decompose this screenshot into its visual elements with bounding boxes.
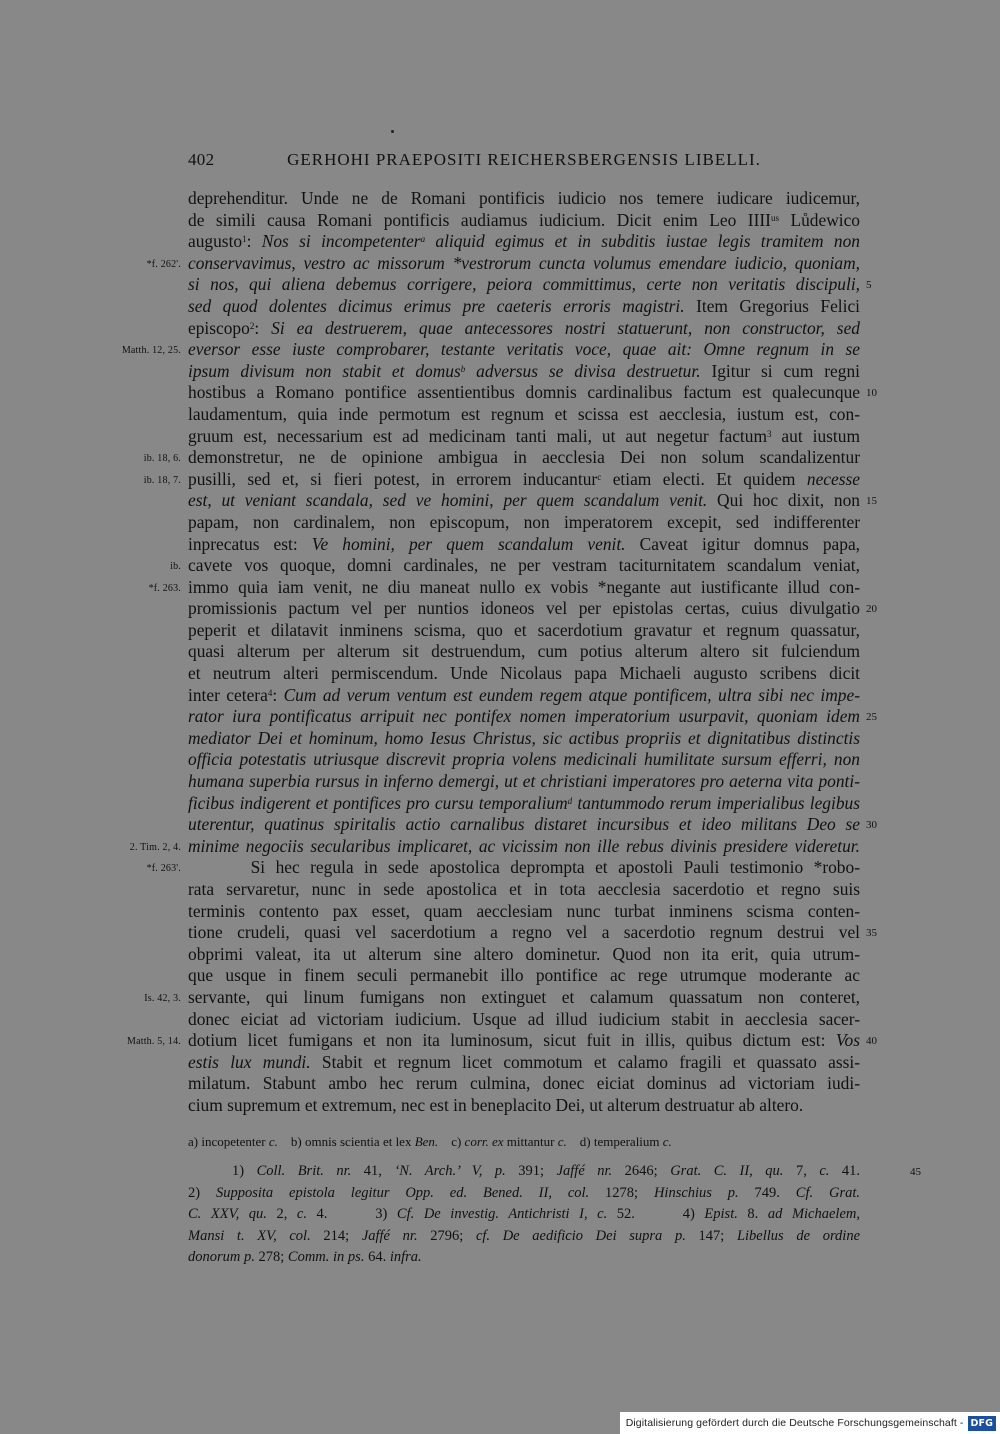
margin-reference: *f. 263'. [146, 863, 181, 875]
body-line [188, 901, 860, 923]
body-line-text: inter cetera$^4$: Cum ad verum ventum est eundem regem atque pontificem, ultra sibi nec impe- [188, 684, 860, 705]
body-line-text: peperit et dilatavit inminens scisma, quo et sacerdotium gravatur et regnum quassatur, [188, 619, 860, 640]
body-line-text: obprimi valeat, ita ut alterum sine altero dominetur. Quod non ita erit, quia utrum- [188, 943, 860, 964]
body-line-text: ficibus indigerent et pontifices pro cursu temporalium$^d$ tantummodo rerum imperialibus legibus [188, 792, 860, 813]
line-number: 10 [866, 387, 877, 400]
body-line [188, 663, 860, 685]
main-text [121, 188, 877, 1117]
body-line [146, 252, 860, 275]
margin-reference: *f. 263. [148, 582, 181, 594]
body-line [188, 749, 860, 771]
body-line-text: laudamentum, quia inde permotum est regnum et scissa est aecclesia, iustum est, con- [188, 403, 860, 424]
body-line [188, 1073, 860, 1095]
margin-reference: ib. 18, 7. [143, 474, 181, 486]
margin-reference: ib. 18, 6. [143, 453, 181, 465]
footnote-line [188, 1161, 921, 1183]
footnote-line-text: donorum p. 278; Comm. in ps. 64. infra. [188, 1249, 422, 1266]
footnote-line-text: 1) Coll. Brit. nr. 41, ‘N. Arch.’ V, p. 391; Jaffé nr. 2646; Grat. C. II, qu. 7, c. 41. [232, 1163, 861, 1179]
body-line [188, 1095, 860, 1117]
footnote-line [188, 1204, 860, 1226]
body-line [121, 339, 860, 361]
page-number: 402 [188, 150, 215, 169]
body-line-text: episcopo$^2$: Si ea destruerem, quae antecessores nostri statuerunt, non constructor, sed [188, 317, 860, 338]
body-line-text: officia potestatis utriusque discrevit propria volens medicinali humilitate sursum efferri, non [188, 749, 860, 770]
body-line-text: uterentur, quatinus spiritalis actio carnalibus distaret incursibus et ideo militans Deo se [188, 814, 860, 835]
body-line-text: promissionis pactum vel per nuntios idoneos vel per epistolas certas, cuius divulgatio [188, 598, 860, 619]
line-number: 5 [866, 279, 872, 292]
body-line-text: minime negociis secularibus implicaret, ac vicissim non ille rebus divinis presidere videretur. [188, 835, 860, 856]
margin-reference: Is. 42, 3. [144, 992, 181, 1004]
body-line-text: que usque in finem seculi permanebit illo pontifice ac rege utrumque moderante ac [188, 965, 860, 986]
body-line [188, 512, 860, 534]
body-line [188, 620, 860, 642]
body-line-text: milatum. Stabunt ambo hec rerum culmina, donec eiciat dominus ad victoriam iudi- [188, 1073, 860, 1094]
line-number: 45 [910, 1166, 921, 1178]
body-line-text: donec eiciat ad victoriam iudicium. Usque ad illud iudicium stabit in aecclesia sacer- [188, 1008, 860, 1029]
body-line [188, 1009, 860, 1031]
credit-text: Digitalisierung gefördert durch die Deutsche Forschungsgemeinschaft - [625, 1417, 964, 1429]
page-speck [391, 130, 394, 133]
body-line [188, 426, 860, 448]
body-line [188, 641, 860, 663]
body-line-text: ipsum divisum non stabit et domus$^b$ adversus se divisa destruetur. Igitur si cum regni [188, 360, 860, 381]
body-line-text: tione crudeli, quasi vel sacerdotium a regno vel a sacerdotio regnum destrui vel [188, 922, 860, 943]
body-line-text: sed quod dolentes dicimus erimus pre caeteris erroris magistri. Item Gregorius Felici [188, 295, 860, 316]
body-line [188, 361, 860, 383]
body-line-text: deprehenditur. Unde ne de Romani pontificis iudicio nos temere iudicare iudicemur, [188, 188, 860, 208]
body-line [188, 922, 877, 944]
body-line [144, 986, 860, 1009]
body-line [188, 1052, 860, 1074]
body-line [170, 555, 860, 577]
footnote-line [188, 1226, 860, 1248]
body-line [188, 771, 860, 793]
line-number: 25 [866, 711, 877, 724]
body-line [127, 1030, 877, 1052]
line-number: 20 [866, 603, 877, 616]
body-line [188, 490, 877, 512]
body-line [188, 274, 872, 296]
body-line [188, 814, 877, 836]
body-line-text: terminis contento pax esset, quam aecclesiam nunc turbat inminens scisma conten- [188, 900, 860, 921]
body-line [188, 188, 860, 210]
dfg-logo-icon: DFG [968, 1416, 996, 1431]
body-line [188, 685, 860, 707]
body-line [188, 382, 877, 404]
footnote-line-text: C. XXV, qu. 2, c. 4. 3) Cf. De investig. Antichristi I, c. 52. 4) Epist. 8. ad Michaelem, [188, 1206, 860, 1223]
body-line-text: si nos, qui aliena debemus corrigere, peiora committimus, certe non veritatis discipuli, [188, 274, 860, 295]
line-number: 30 [866, 819, 877, 832]
footnotes-sources [188, 1161, 921, 1269]
body-line [129, 835, 860, 858]
body-line-text: servante, qui linum fumigans non extinguet et calamum quassatum non conteret, [188, 986, 860, 1007]
body-line-text: dotium licet fumigans et non ita luminosum, sicut fuit in illis, quibus dictum est: Vos [188, 1030, 860, 1051]
margin-reference: Matth. 5, 14. [127, 1036, 181, 1048]
body-line [188, 965, 860, 987]
margin-reference: Matth. 12, 25. [121, 345, 181, 357]
body-line [188, 534, 860, 556]
body-line-text: pusilli, sed et, si fieri potest, in errorem inducantur$^c$ etiam electi. Et quidem necesse [188, 468, 860, 489]
digitization-credit [620, 1412, 1000, 1434]
body-line [188, 879, 860, 901]
body-line-text: rator iura pontificatus arripuit nec pontifex nomen imperatorium usurpavit, quoniam idem [188, 706, 860, 727]
body-line [188, 210, 860, 232]
body-line [188, 706, 877, 728]
body-line-text: inprecatus est: Ve homini, per quem scandalum venit. Caveat igitur domnus papa, [188, 533, 861, 554]
footnote-line-text: Mansi t. XV, col. 214; Jaffé nr. 2796; cf. De aedificio Dei supra p. 147; Libellus de ordine [188, 1227, 861, 1244]
body-line [143, 468, 860, 491]
body-line-text: immo quia iam venit, ne diu maneat nullo ex vobis *negante aut iustificante illud con- [188, 576, 860, 597]
page-header [188, 150, 860, 174]
body-line-text: cium supremum et extremum, nec est in beneplacito Dei, ut alterum destruatur ab altero. [188, 1094, 804, 1115]
body-line [188, 728, 860, 750]
body-line [188, 404, 860, 426]
footnote-line [188, 1247, 860, 1269]
body-line-text: est, ut veniant scandala, sed ve homini, per quem scandalum venit. Qui hoc dixit, non [188, 490, 861, 511]
margin-reference: ib. [170, 561, 181, 573]
body-line-text: Si hec regula in sede apostolica deprompta et apostoli Pauli testimonio *robo- [188, 857, 860, 878]
body-line-text: rata servaretur, nunc in sede apostolica et in tota aecclesia sacerdotio et regno suis [188, 879, 860, 899]
body-line-text: hostibus a Romano pontifice assentientibus domnis cardinalibus factum est qualecunque [188, 382, 860, 403]
body-line [188, 598, 877, 620]
footnote-line [188, 1183, 860, 1205]
body-line-text: humana superbia rursus in inferno demergi, ut et christiani imperatores pro aeterna vita ponti- [188, 771, 860, 792]
line-number: 15 [866, 495, 877, 508]
body-line-text: estis lux mundi. Stabit et regnum licet commotum et calamo fragili et quassato assi- [188, 1051, 860, 1072]
margin-reference: *f. 262'. [146, 258, 181, 270]
margin-reference: 2. Tim. 2, 4. [129, 841, 181, 853]
body-line-text: papam, non cardinalem, non episcopum, non imperatorem excepit, sed indifferenter [188, 511, 860, 532]
body-line-text: gruum est, necessarium est ad medicinam tanti mali, ut aut negetur factum$^3$ aut iustum [188, 425, 860, 446]
body-line-text: eversor esse iuste comprobarer, testante veritatis voce, quae ait: Omne regnum in se [188, 339, 860, 360]
body-line [188, 944, 860, 966]
body-line [143, 447, 860, 469]
body-line [148, 576, 860, 599]
line-number: 35 [866, 927, 877, 940]
body-line [146, 857, 860, 879]
line-number: 40 [866, 1035, 877, 1048]
body-line [188, 318, 860, 340]
body-line-text: et neutrum alteri permiscendum. Unde Nicolaus papa Michaeli augusto scribens dicit [188, 663, 860, 684]
body-line [188, 296, 860, 318]
body-line-text: demonstretur, ne de opinione ambigua in aecclesia Dei non solum scandalizentur [188, 447, 860, 468]
body-line [188, 793, 860, 815]
footnote-line-text: 2) Supposita epistola legitur Opp. ed. Bened. II, col. 1278; Hinschius p. 749. Cf. Grat. [188, 1184, 861, 1201]
body-line-text: conservavimus, vestro ac missorum *vestrorum cuncta volumus emendare iudicio, quoniam, [188, 252, 860, 273]
footnotes-textual: a) incopetenter c. b) omnis scientia et lex Ben. c) corr. ex mittantur c. d) temperalium c. [188, 1134, 672, 1149]
body-line-text: mediator Dei et hominum, homo Iesus Christus, sic actibus propriis et dignitatibus distinctis [188, 727, 860, 748]
body-line-text: de simili causa Romani pontificis audiamus iudicium. Dicit enim Leo $IIII^{us}$ Lůdewico [188, 209, 861, 230]
body-line-text: cavete vos quoque, domni cardinales, ne per vestram taciturnitatem scandalum veniat, [188, 555, 860, 576]
body-line [188, 231, 860, 253]
running-title: GERHOHI PRAEPOSITI REICHERSBERGENSIS LIBELLI. [287, 150, 761, 169]
body-line-text: augusto$^1$: Nos si incompetenter$^a$ aliquid egimus et in subditis iustae legis tramitem non [188, 231, 860, 252]
body-line-text: quasi alterum per alterum sit destruendum, cum potius alterum altero sit fulciendum [188, 641, 860, 662]
